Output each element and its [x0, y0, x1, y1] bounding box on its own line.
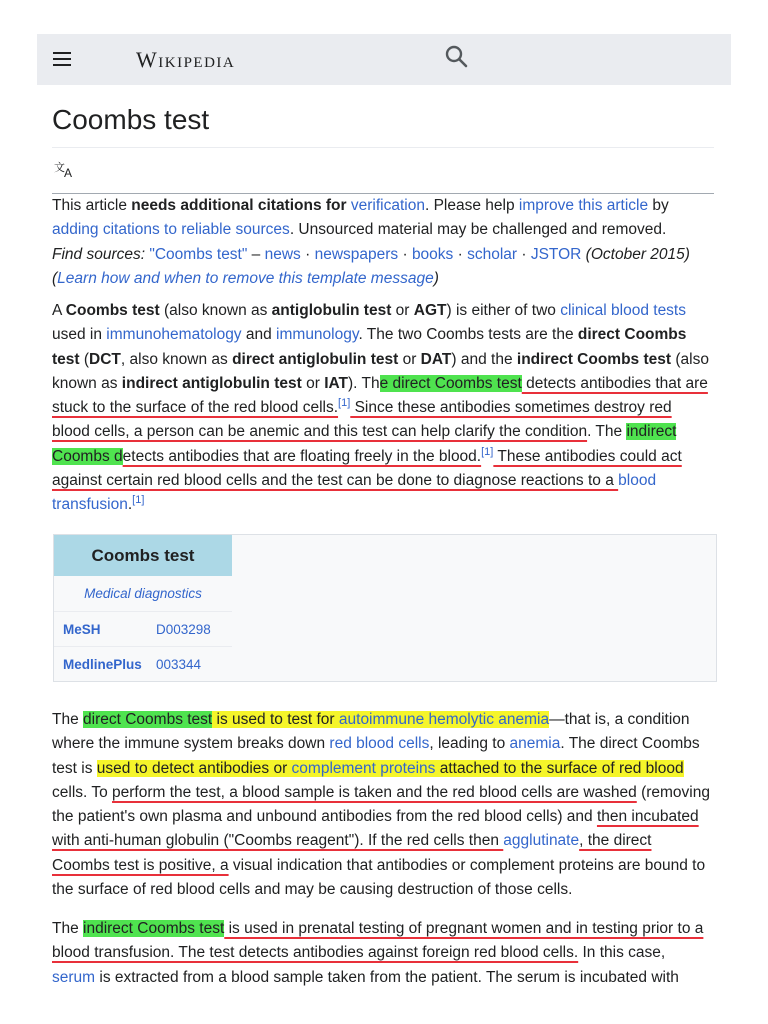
adding-citations-link[interactable]: adding citations to reliable sources [52, 221, 290, 239]
text: A [52, 302, 66, 319]
bold-term: AGT [413, 302, 447, 319]
notice-text: by [648, 197, 669, 214]
green-highlight: e direct Coombs test [379, 374, 522, 392]
infobox-key[interactable]: MedlinePlus [63, 657, 142, 672]
immunology-link[interactable]: immunology [276, 326, 359, 344]
separator: · [300, 245, 315, 263]
bold-term: indirect Coombs test [516, 350, 672, 368]
text: (removing the patient's own plasma and unbound antibodies from the red blood cells) and [52, 783, 710, 826]
text: or [391, 302, 414, 319]
green-highlight: direct Coombs test [83, 711, 213, 728]
green-highlight: indirect Coombs test [83, 920, 225, 937]
bold-term: DAT [420, 350, 452, 368]
bold-term: direct antiglobulin test [232, 350, 399, 368]
citation-notice [52, 194, 712, 291]
text: (also known as [52, 350, 709, 392]
immunohematology-link[interactable]: immunohematology [106, 326, 242, 344]
agglutinate-link[interactable]: agglutinate [503, 832, 580, 850]
text: —that is, a condition where the immune system breaks down [52, 711, 690, 753]
books-link[interactable]: books [411, 245, 454, 263]
text: visual indication that antibodies or complement proteins are bound to the surface of red blood cells and may be causing destruction of those cells. [52, 856, 706, 899]
indirect-coombs-paragraph [52, 917, 712, 990]
serum-link[interactable]: serum [52, 968, 96, 986]
text: ). Th [348, 374, 380, 392]
bold-term: indirect antiglobulin test [121, 374, 302, 392]
underlined-text: etects antibodies that are floating freely in the blood. [122, 447, 482, 465]
separator: – [247, 245, 265, 263]
notice-date: (October 2015) [581, 245, 690, 263]
infobox-row-medlineplus [54, 647, 232, 682]
text: ) and the [451, 350, 517, 368]
notice-text: This article [52, 197, 132, 214]
red-blood-cells-link[interactable]: red blood cells [329, 735, 430, 753]
anemia-link[interactable]: anemia [509, 735, 561, 753]
autoimmune-hemolytic-anemia-link[interactable]: autoimmune hemolytic anemia [338, 711, 550, 728]
yellow-highlight: attached to the surface of red blood [435, 759, 684, 777]
infobox-key[interactable]: MeSH [63, 621, 101, 637]
paren: ) [433, 269, 439, 287]
hamburger-menu-icon[interactable] [53, 52, 71, 66]
yellow-highlight: is used to test for [212, 711, 339, 728]
bold-term: Coombs test [65, 302, 160, 319]
translate-icon[interactable] [54, 159, 78, 179]
search-icon[interactable] [444, 44, 470, 70]
paren: ( [52, 269, 58, 287]
separator: · [398, 245, 412, 263]
text: , also known as [120, 350, 233, 368]
separator: · [453, 245, 468, 263]
text: . The [587, 423, 627, 441]
text: . [127, 496, 133, 514]
svg-text:A: A [64, 166, 73, 179]
text: , leading to [429, 735, 510, 753]
text: (also known as [159, 302, 272, 319]
bold-term: antiglobulin test [271, 302, 392, 319]
top-header [37, 34, 731, 85]
find-sources-label: Find sources: [52, 245, 150, 263]
underlined-text: Since these antibodies sometimes destroy red blood cells, a person can be anemic and this test can help clarify the condition [52, 399, 672, 441]
text: ) is either of two [446, 302, 561, 319]
text: . The two Coombs tests are the [358, 326, 578, 344]
underlined-text: , the direct Coombs test is positive, a [52, 832, 652, 874]
infobox [53, 534, 717, 682]
learn-remove-template-link[interactable]: Learn how and when to remove this template message [57, 269, 434, 287]
text: The [52, 920, 84, 937]
verification-link[interactable]: verification [350, 197, 425, 214]
bold-term: IAT [324, 374, 349, 392]
underlined-text: is used in prenatal testing of pregnant women and in testing prior to a blood transfusion. The test detects antibodies against foreign red blood cells. [52, 920, 704, 962]
text: used in [52, 326, 107, 344]
svg-text:文: 文 [54, 161, 65, 174]
underlined-text: These antibodies could act against certain red blood cells and the test can be done to diagnose reactions to a [52, 447, 682, 490]
newspapers-link[interactable]: newspapers [314, 245, 399, 263]
clinical-blood-tests-link[interactable]: clinical blood tests [560, 302, 686, 319]
infobox-subtitle[interactable]: Medical diagnostics [54, 576, 232, 612]
text: The [52, 711, 84, 728]
direct-coombs-paragraph [52, 708, 712, 902]
text: or [301, 374, 325, 392]
text: . The direct Coombs test is [52, 735, 700, 777]
blood-transfusion-link[interactable]: blood transfusion [52, 472, 657, 514]
bold-term: direct Coombs test [52, 326, 687, 368]
infobox-title: Coombs test [54, 535, 232, 576]
jstor-link[interactable]: JSTOR [530, 245, 582, 263]
separator: · [517, 245, 531, 263]
text: and [241, 326, 277, 344]
wikipedia-wordmark[interactable]: Wikipedia [136, 47, 236, 72]
text: cells. To [52, 783, 113, 801]
infobox-row-mesh [54, 612, 232, 647]
citation-ref-1[interactable]: [1] [338, 397, 351, 410]
text: or [398, 350, 421, 368]
page-title: Coombs test [52, 104, 210, 135]
infobox-value[interactable]: D003298 [156, 621, 211, 637]
improve-article-link[interactable]: improve this article [518, 197, 649, 214]
notice-bold: needs additional citations for [131, 197, 351, 214]
text: is extracted from a blood sample taken from the patient. The serum is incubated with [95, 968, 679, 986]
text: In this case, [578, 944, 666, 962]
citation-ref-1[interactable]: [1] [132, 494, 145, 507]
yellow-highlight: used to detect antibodies or [96, 759, 292, 777]
lead-paragraph [52, 299, 712, 518]
news-link[interactable]: news [264, 245, 301, 263]
search-query-link[interactable]: "Coombs test" [149, 245, 248, 263]
complement-proteins-link[interactable]: complement proteins [291, 759, 436, 777]
text: ( [79, 350, 90, 368]
bold-term: DCT [89, 350, 121, 368]
underlined-text: then incubated with anti-human globulin ("Coombs reagent"). If the red cells then [52, 808, 699, 850]
scholar-link[interactable]: scholar [467, 245, 518, 263]
title-divider [52, 147, 714, 148]
infobox-value[interactable]: 003344 [156, 657, 202, 672]
notice-text: . Please help [424, 197, 519, 214]
citation-ref-1[interactable]: [1] [481, 445, 494, 458]
underlined-text: detects antibodies that are stuck to the surface of the red blood cells. [52, 374, 708, 417]
notice-text: . Unsourced material may be challenged and removed. [289, 221, 667, 239]
green-highlight: indirect Coombs d [52, 423, 677, 465]
underlined-text: perform the test, a blood sample is taken and the red blood cells are washed [112, 783, 637, 801]
